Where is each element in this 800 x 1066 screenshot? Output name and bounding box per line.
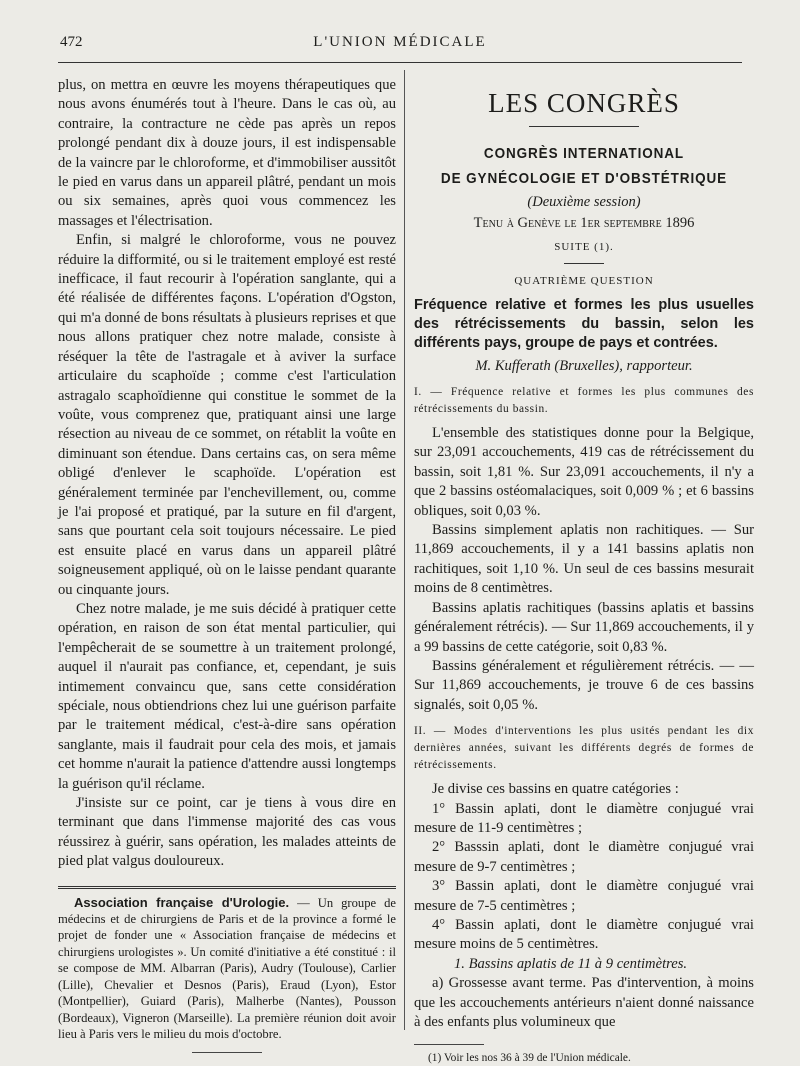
association-text: — Un groupe de médecins et de chirurgiens de Paris et de la province a formé le projet de fonder une « Association française de médecins et chirurgiens urologistes ». Un comité d'initiative a été constitué : il se compose de MM. Albarran (Paris), Audry (Toulouse), Carlier (Lille), Chevalier et Desnos (Paris), Eraud (Lyon), Estor (Montpellier), Guiard (Paris), Malherbe (Nantes), Pousson (Bordeaux), Vigneron (Marseille). La première réunion doit avoir lieu à Paris vers le milieu du mois d'octobre.: [58, 895, 397, 1041]
section-rule: [58, 886, 396, 889]
running-title: L'UNION MÉDICALE: [313, 34, 487, 50]
list-item: 4° Bassin aplati, dont le diamètre conjugué vrai mesure moins de 5 centimètres.: [414, 916, 754, 953]
list-item: 3° Bassin aplati, dont le diamètre conjugué vrai mesure de 7-5 centimètres ;: [414, 878, 754, 914]
left-paragraph: J'insiste sur ce point, car je tiens à vous dire en terminant que dans l'immense majorité des cas vous réussirez à guérir, sans opération, les malades atteints de pied plat valgus douloureux.: [58, 795, 396, 870]
section-title: LES CONGRÈS: [488, 88, 680, 118]
header-rule: [58, 62, 742, 63]
body-paragraph: L'ensemble des statistiques donne pour la Belgique, sur 23,091 accouchements, 419 cas de rétrécissement du bassin, soit 1,81 %. Sur 23,091 accouchements, il n'y a que 2 bassins ostéomalaciques, soit 0,009 % ; et 6 bassins obliques, soit 0,03 %.: [414, 425, 754, 519]
body-paragraph: Bassins simplement aplatis non rachitiques. — Sur 11,869 accouchements, il y a 141 bassins aplatis non rachitiques, soit 1,10 %. Un seul de ces bassins mesurait moins de 8 centimètres.: [414, 522, 754, 597]
suite-label: SUITE (1).: [554, 240, 614, 253]
end-rule: [192, 1052, 262, 1053]
right-column: [414, 76, 754, 1066]
list-item: 2° Basssin aplati, dont le diamètre conjugué vrai mesure de 9-7 centimètres ;: [414, 839, 754, 875]
section-heading: I. — Fréquence relative et formes les plus communes des rétrécissements du bassin.: [414, 386, 754, 416]
section-heading: II. — Modes d'interventions les plus usités pendant les dix dernières années, suivant les différents degrés de formes de rétrécissements.: [414, 725, 754, 772]
title-rule: [529, 126, 639, 127]
question-label: QUATRIÈME QUESTION: [514, 275, 654, 288]
question-title: Fréquence relative et formes les plus usuelles des rétrécissements du bassin, selon les différents pays, groupe de pays et contrées.: [414, 296, 754, 351]
left-paragraph: Enfin, si malgré le chloroforme, vous ne pouvez réduire la difformité, ou si le traitement employé est resté inefficace, il faut recourir à l'opération sanglante, qui a été réalisée de différentes façons. L'opération d'Ogston, qui m'a donné de bons résultats à plusieurs reprises et que nous allons pratiquer chez notre malade, consiste à réséquer la tête de l'astragale et à aviver la surface articulaire du scaphoïde ; comme c'est l'articulation astragalo scaphoïdienne qui constitue le sommet de la voûte, vous comprenez que, pratiquant ainsi une large résection au niveau de ce sommet, on rétablit la voûte en diminuant son étendue. Dans certains cas, on sera même obligé d'enlever le scaphoïde. L'opération est généralement terminée par l'enchevillement, ou, comme je l'ai proposé et pratiqué, par la suture en fil d'argent, sans que pourtant cela soit toujours nécessaire. Le pied est ensuite placé en varus dans un appareil plâtré soigneusement appliqué, où on le laisse pendant quarante ou cinquante jours.: [58, 232, 396, 598]
congress-name-line1: CONGRÈS INTERNATIONAL: [483, 145, 685, 162]
footnote-rule: [414, 1044, 484, 1045]
association-note: [58, 895, 396, 1043]
body-paragraph: a) Grossesse avant terme. Pas d'intervention, à moins que les accouchements antérieurs n'aient donné naissance à des enfants plus volumineux que: [414, 975, 754, 1030]
association-title: Association française d'Urologie.: [74, 894, 290, 910]
body-paragraph: Bassins aplatis rachitiques (bassins aplatis et bassins généralement rétrécis). — Sur 11,869 accouchements, il y a 99 bassins de cette catégorie, soit 0,83 %.: [414, 599, 754, 655]
left-column: [58, 76, 396, 1053]
left-paragraph: Chez notre malade, je me suis décidé à pratiquer cette opération, en raison de son état mental particulier, qui l'empêcherait de se soumettre à un traitement prolongé, auquel il n'aurait pas confiance, et, cependant, je suis intimement convaincu que, sans cette considération spéciale, nous obtiendrions chez lui une guérison parfaite par le traitement médical, c'est-à-dire sans opération sanglante, mais il faudrait pour cela des mois, et jamais cet homme n'aurait la patience d'attendre aussi longtemps la guérison qu'il réclame.: [58, 600, 396, 792]
left-paragraph: plus, on mettra en œuvre les moyens thérapeutiques que nous avons énumérés tout à l'heure. Dans le cas où, au contraire, la contracture ne cède pas après un repos prolongé pendant dix à douze jours, il est indispensable de la vaincre par le chloroforme, et d'immobiliser aussitôt le pied en varus dans un appareil plâtré, pendant un mois ou six semaines, après quoi vous commencez les massages et l'électrisation.: [58, 77, 396, 229]
subsection-title: 1. Bassins aplatis de 11 à 9 centimètres.: [454, 955, 688, 972]
column-divider: [404, 70, 405, 1030]
venue-line: Tenu à Genève le 1er septembre 1896: [473, 215, 695, 232]
body-paragraph: Je divise ces bassins en quatre catégories :: [432, 781, 679, 798]
mini-rule: [564, 263, 604, 264]
page-header: [60, 32, 740, 56]
congress-name-line2: DE GYNÉCOLOGIE ET D'OBSTÉTRIQUE: [440, 170, 728, 187]
session-label: (Deuxième session): [527, 194, 641, 210]
body-paragraph: Bassins généralement et régulièrement rétrécis. — — Sur 11,869 accouchements, je trouve 6 de ces bassins signalés, soit 0,05 %.: [414, 657, 754, 713]
page-number: 472: [60, 34, 83, 50]
rapporteur: M. Kufferath (Bruxelles), rapporteur.: [475, 357, 693, 374]
list-item: 1° Bassin aplati, dont le diamètre conjugué vrai mesure de 11-9 centimètres ;: [414, 800, 754, 836]
footnote: (1) Voir les nos 36 à 39 de l'Union médicale.: [428, 1052, 631, 1065]
